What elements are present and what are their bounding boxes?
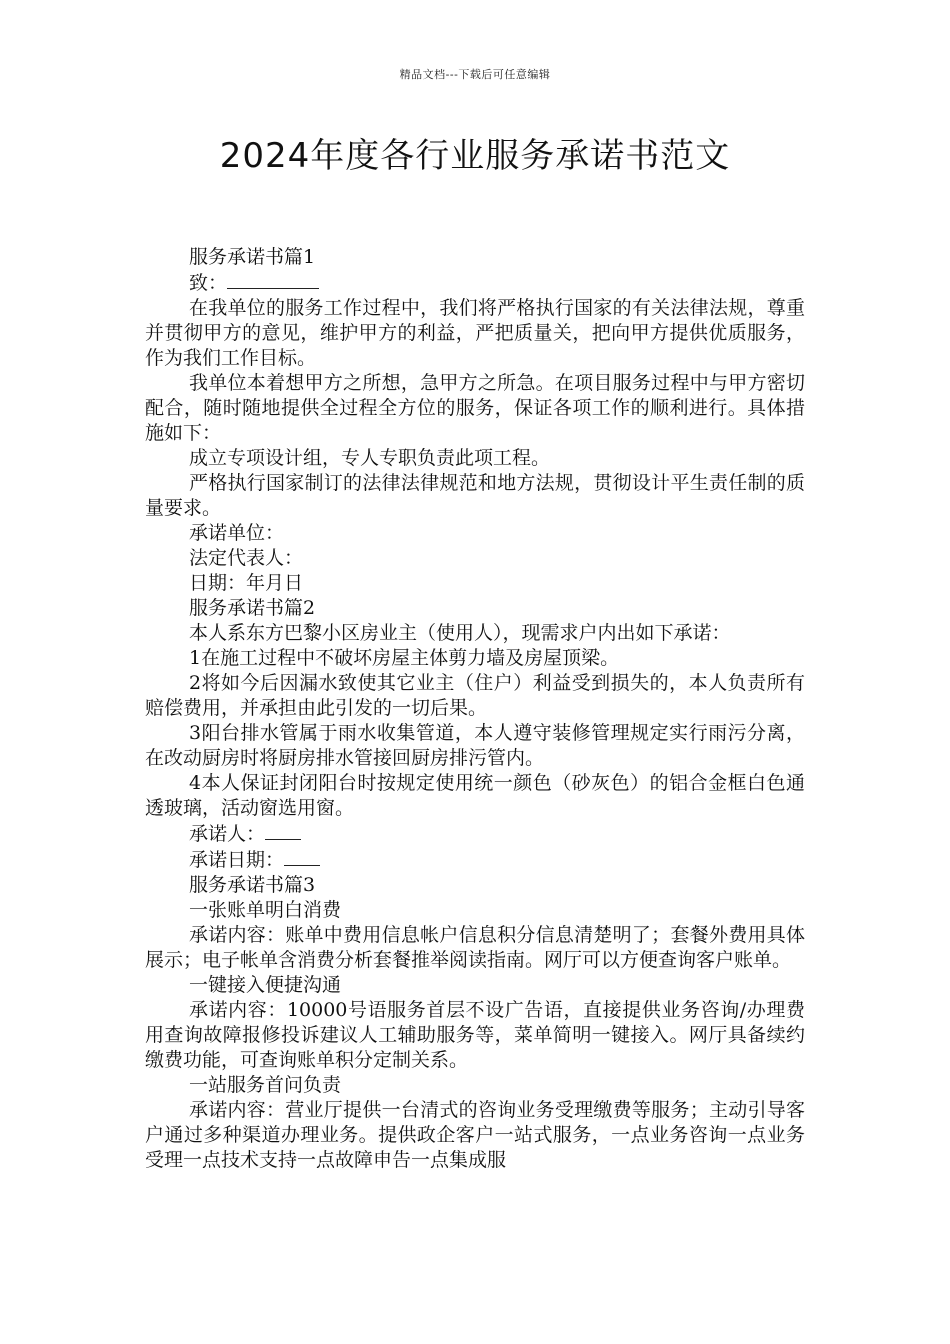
- paragraph-text: 日期：年月日: [189, 572, 304, 594]
- paragraph: [145, 998, 805, 1073]
- paragraph: [145, 821, 805, 847]
- paragraph: [145, 296, 805, 371]
- paragraph-text: 严格执行国家制订的法律法律规范和地方法规，贯彻设计平生责任制的质量要求。: [145, 472, 805, 519]
- paragraph: [145, 471, 805, 521]
- paragraph: [145, 546, 805, 571]
- paragraph: [145, 571, 805, 596]
- paragraph-text: 承诺内容：账单中费用信息帐户信息积分信息清楚明了；套餐外费用具体展示；电子帐单含消费分析套餐推举阅读指南。网厅可以方便查询客户账单。: [145, 924, 805, 971]
- paragraph-text: 承诺内容：10000号语服务首层不设广告语，直接提供业务咨询/办理费用查询故障报修投诉建议人工辅助服务等，菜单简明一键接入。网厅具备续约缴费功能，可查询账单积分定制关系。: [145, 999, 805, 1071]
- paragraph: [145, 446, 805, 471]
- paragraph-text: 2将如今后因漏水致使其它业主（住户）利益受到损失的，本人负责所有赔偿费用，并承担由此引发的一切后果。: [145, 672, 805, 719]
- document-body: [145, 245, 805, 1173]
- paragraph-text: 致：: [189, 272, 228, 294]
- paragraph-text: 承诺单位：: [189, 522, 285, 544]
- paragraph-text: 一站服务首问负责: [189, 1074, 342, 1096]
- paragraph-text: 3阳台排水管属于雨水收集管道，本人遵守装修管理规定实行雨污分离，在改动厨房时将厨房排水管接回厨房排污管内。: [145, 722, 805, 769]
- paragraph: [145, 873, 805, 898]
- paragraph: [145, 898, 805, 923]
- fill-in-blank-line: [284, 847, 320, 866]
- paragraph-text: 承诺人：: [189, 823, 266, 845]
- paragraph-text: 承诺日期：: [189, 849, 285, 871]
- paragraph: [145, 521, 805, 546]
- paragraph-text: 4本人保证封闭阳台时按规定使用统一颜色（砂灰色）的铝合金框白色通透玻璃，活动窗选用窗。: [145, 772, 805, 819]
- paragraph: [145, 671, 805, 721]
- paragraph: [145, 721, 805, 771]
- fill-in-blank-line: [265, 821, 301, 840]
- paragraph: [145, 270, 805, 296]
- paragraph-text: 我单位本着想甲方之所想，急甲方之所急。在项目服务过程中与甲方密切配合，随时随地提供全过程全方位的服务，保证各项工作的顺利进行。具体措施如下：: [145, 372, 805, 444]
- document-title: 2024年度各行业服务承诺书范文: [219, 136, 731, 176]
- paragraph-text: 服务承诺书篇1: [189, 246, 316, 268]
- paragraph: [145, 245, 805, 270]
- fill-in-blank-line: [227, 270, 319, 289]
- paragraph-text: 法定代表人：: [189, 547, 304, 569]
- paragraph-text: 服务承诺书篇2: [189, 597, 316, 619]
- paragraph: [145, 646, 805, 671]
- paragraph: [145, 371, 805, 446]
- paragraph: [145, 1073, 805, 1098]
- paragraph-text: 一键接入便捷沟通: [189, 974, 342, 996]
- paragraph-text: 在我单位的服务工作过程中，我们将严格执行国家的有关法律法规，尊重并贯彻甲方的意见，维护甲方的利益，严把质量关，把向甲方提供优质服务，作为我们工作目标。: [145, 297, 805, 369]
- paragraph-text: 成立专项设计组，专人专职负责此项工程。: [189, 447, 551, 469]
- paragraph: [145, 596, 805, 621]
- paragraph-text: 本人系东方巴黎小区房业主（使用人），现需求户内出如下承诺：: [189, 622, 731, 644]
- paragraph-text: 服务承诺书篇3: [189, 874, 316, 896]
- paragraph: [145, 847, 805, 873]
- paragraph-text: 承诺内容：营业厅提供一台清式的咨询业务受理缴费等服务；主动引导客户通过多种渠道办理业务。提供政企客户一站式服务，一点业务咨询一点业务受理一点技术支持一点故障申告一点集成服: [145, 1099, 805, 1171]
- header-note: 精品文档---下载后可任意编辑: [399, 68, 551, 81]
- paragraph-text: 一张账单明白消费: [189, 899, 342, 921]
- paragraph: [145, 1098, 805, 1173]
- paragraph-text: 1在施工过程中不破坏房屋主体剪力墙及房屋顶梁。: [189, 647, 620, 669]
- paragraph: [145, 771, 805, 821]
- paragraph: [145, 973, 805, 998]
- paragraph: [145, 923, 805, 973]
- paragraph: [145, 621, 805, 646]
